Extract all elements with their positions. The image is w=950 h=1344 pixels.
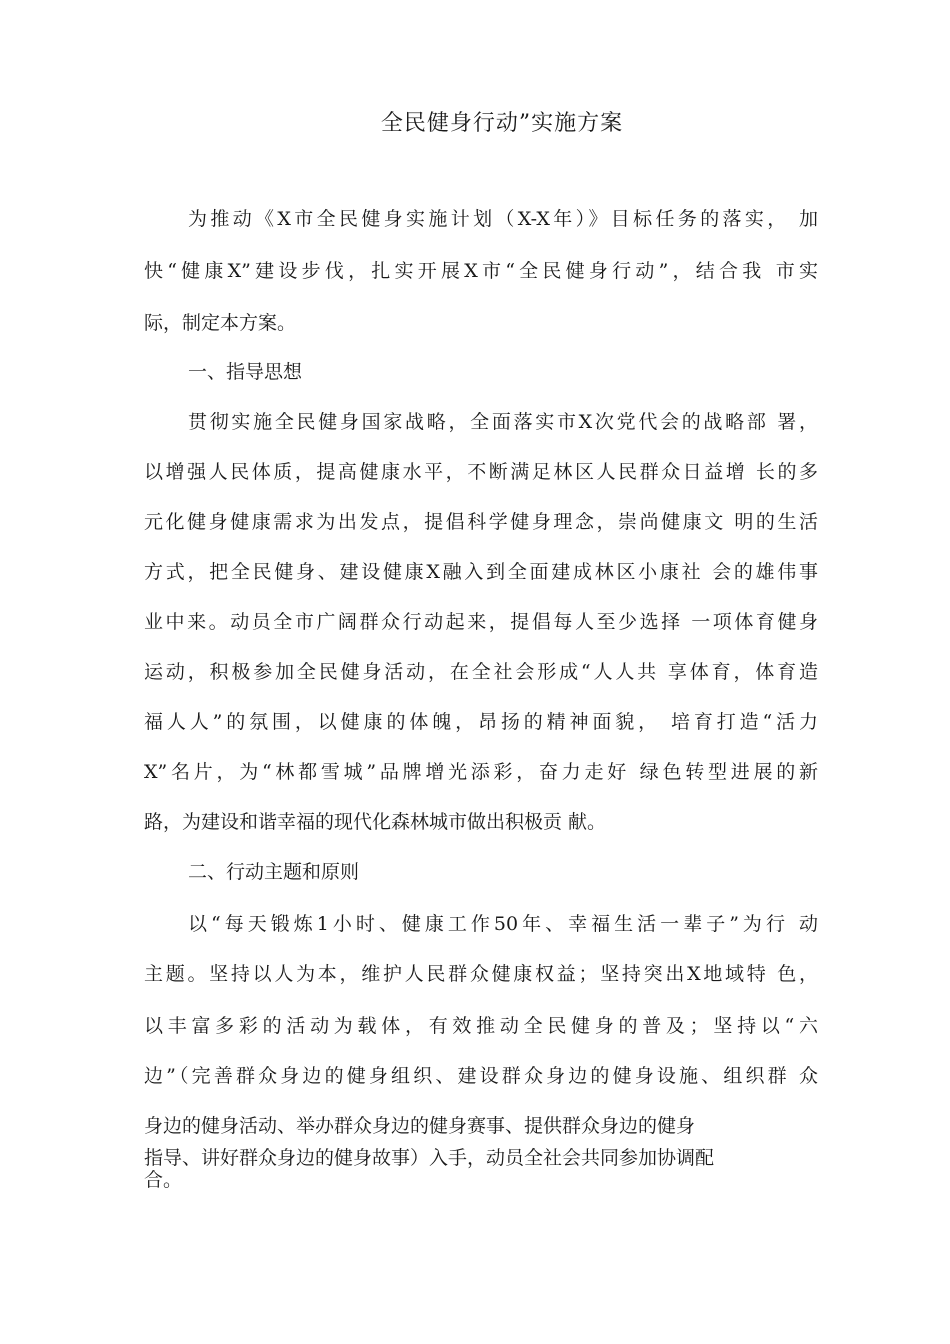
paragraph-line: 以丰富多彩的活动为载体，有效推动全民健身的普及；坚持以“六 bbox=[144, 1015, 818, 1037]
paragraph-line: 业中来。动员全市广阔群众行动起来，提倡每人至少选择 一项体育健身 bbox=[144, 611, 818, 633]
paragraph-line: 方式，把全民健身、建设健康X融入到全面建成林区小康社 会的雄伟事 bbox=[144, 561, 818, 583]
paragraph-line: 以增强人民体质，提高健康水平，不断满足林区人民群众日益增 长的多 bbox=[144, 461, 818, 483]
paragraph-line: X”名片，为“林都雪城”品牌增光添彩，奋力走好 绿色转型进展的新 bbox=[144, 761, 818, 783]
paragraph-line: 主题。坚持以人为本，维护人民群众健康权益；坚持突出X地域特 色， bbox=[144, 963, 818, 985]
section-heading: 一、指导思想 bbox=[188, 361, 303, 383]
paragraph-line: 边”（完善群众身边的健身组织、建设群众身边的健身设施、组织群 众 bbox=[144, 1065, 818, 1087]
paragraph-line: 路，为建设和谐幸福的现代化森林城市做出积极贡 献。 bbox=[144, 811, 607, 833]
paragraph-line: 以“每天锻炼1小时、健康工作50年、幸福生活一辈子”为行 动 bbox=[188, 913, 818, 935]
paragraph-line: 贯彻实施全民健身国家战略，全面落实市X次党代会的战略部 署， bbox=[188, 411, 818, 433]
section-heading: 二、行动主题和原则 bbox=[188, 861, 360, 883]
paragraph-line: 为推动《X市全民健身实施计划（X-X年）》目标任务的落实， 加 bbox=[188, 208, 818, 230]
paragraph-line: 运动，积极参加全民健身活动，在全社会形成“人人共 享体育，体育造 bbox=[144, 661, 818, 683]
paragraph-line: 身边的健身活动、举办群众身边的健身赛事、提供群众身边的健身 bbox=[144, 1115, 696, 1137]
paragraph-line: 福人人”的氛围，以健康的体魄，昂扬的精神面貌， 培育打造“活力 bbox=[144, 711, 818, 733]
paragraph-line: 指导、讲好群众身边的健身故事）入手，动员全社会共同参加协调配 bbox=[144, 1147, 715, 1169]
paragraph-line: 快“健康X”建设步伐，扎实开展X市“全民健身行动”，结合我 市实 bbox=[144, 260, 818, 282]
paragraph-line: 合。 bbox=[144, 1169, 183, 1191]
paragraph-line: 元化健身健康需求为出发点，提倡科学健身理念，崇尚健康文 明的生活 bbox=[144, 511, 818, 533]
document-title: 全民健身行动”实施方案 bbox=[380, 111, 624, 136]
paragraph-line: 际，制定本方案。 bbox=[144, 312, 297, 334]
